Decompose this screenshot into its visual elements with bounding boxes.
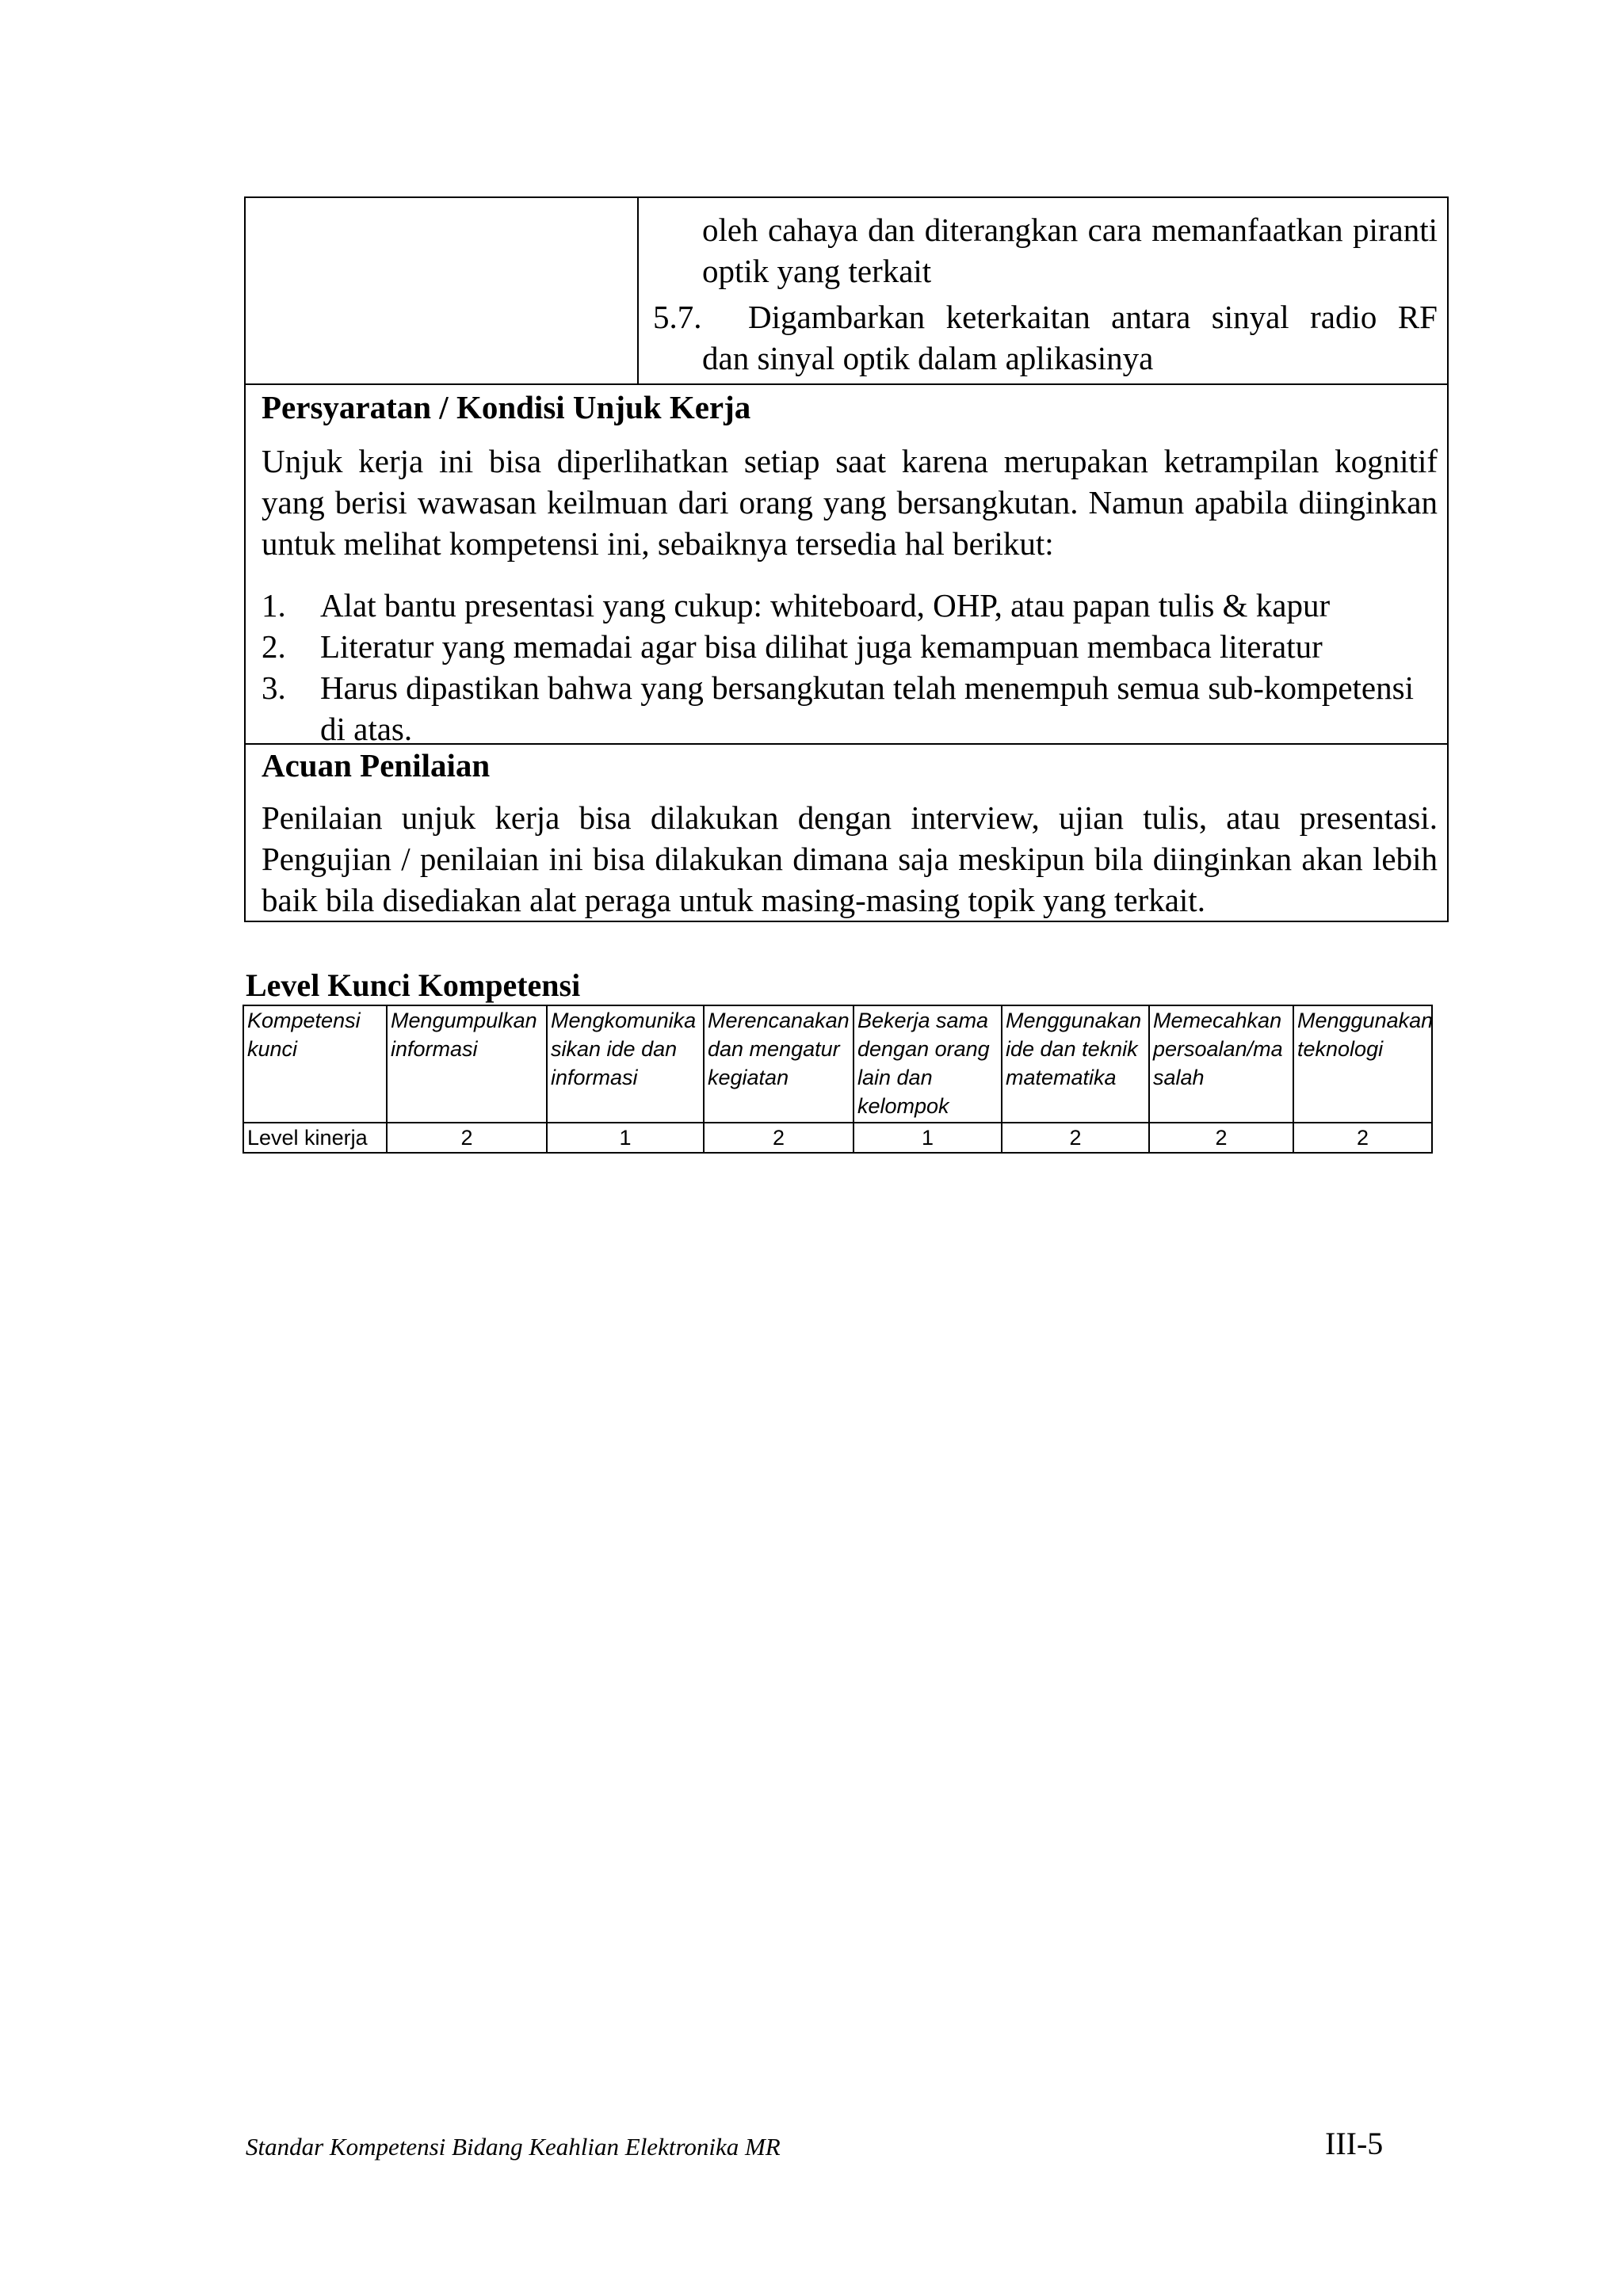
header-cell: Kompetensi kunci [243, 1005, 387, 1123]
header-cell: Menggunakan teknologi [1293, 1005, 1432, 1123]
list-item-text: Harus dipastikan bahwa yang bersangkutan telah menempuh semua sub-kompetensi [320, 669, 1414, 706]
paragraph-line: Unjuk kerja ini bisa diperlihatkan setiap saat karena merupakan ketrampilan kognitif [262, 443, 1438, 479]
list-item-number: 3. [262, 669, 286, 706]
criteria-continuation-line: oleh cahaya dan diterangkan cara memanfaatkan piranti [702, 212, 1438, 248]
list-item-text: Literatur yang memadai agar bisa dilihat juga kemampuan membaca literatur [320, 628, 1323, 665]
value-cell: 2 [1149, 1123, 1293, 1153]
paragraph-line: yang berisi wawasan keilmuan dari orang yang bersangkutan. Namun apabila diinginkan [262, 484, 1438, 521]
section-heading-persyaratan: Persyaratan / Kondisi Unjuk Kerja [262, 389, 751, 425]
section-heading-acuan: Acuan Penilaian [262, 747, 491, 784]
list-item-number: 1. [262, 587, 286, 624]
paragraph-line: Penilaian unjuk kerja bisa dilakukan dengan interview, ujian tulis, atau presentasi. [262, 799, 1438, 836]
footer-title: Standar Kompetensi Bidang Keahlian Elektronika MR [246, 2133, 781, 2161]
table-header-row [243, 1005, 1432, 1123]
value-cell: 1 [547, 1123, 704, 1153]
criteria-item-number: 5.7. [653, 299, 702, 335]
value-cell: 1 [854, 1123, 1002, 1153]
header-cell: Bekerja sama dengan orang lain dan kelompok [854, 1005, 1002, 1123]
competency-table [244, 196, 1449, 922]
header-cell: Merencanakan dan mengatur kegiatan [704, 1005, 854, 1123]
header-cell: Menggunakan ide dan teknik matematika [1002, 1005, 1149, 1123]
paragraph-line: Pengujian / penilaian ini bisa dilakukan dimana saja meskipun bila diinginkan akan lebih [262, 841, 1438, 877]
page-number: III-5 [1325, 2126, 1384, 2161]
header-cell: Mengumpulkan informasi [387, 1005, 547, 1123]
header-cell: Memecahkan persoalan/ma salah [1149, 1005, 1293, 1123]
paragraph-line: baik bila disediakan alat peraga untuk masing-masing topik yang terkait. [262, 882, 1205, 918]
header-cell: Mengkomunika sikan ide dan informasi [547, 1005, 704, 1123]
value-cell: 2 [387, 1123, 547, 1153]
paragraph-line: untuk melihat kompetensi ini, sebaiknya tersedia hal berikut: [262, 525, 1054, 562]
table-row [243, 1123, 1432, 1153]
row-label-cell: Level kinerja [243, 1123, 387, 1153]
level-kunci-table [242, 1005, 1433, 1154]
list-item-text-continuation: di atas. [320, 711, 413, 747]
list-item-number: 2. [262, 628, 286, 665]
list-item-text: Alat bantu presentasi yang cukup: whiteboard, OHP, atau papan tulis & kapur [320, 587, 1331, 624]
value-cell: 2 [1002, 1123, 1149, 1153]
criteria-continuation-line: optik yang terkait [702, 253, 932, 289]
level-kunci-heading: Level Kunci Kompetensi [246, 967, 581, 1003]
criteria-item-text: Digambarkan keterkaitan antara sinyal radio RF [748, 299, 1438, 335]
criteria-item-text: dan sinyal optik dalam aplikasinya [702, 340, 1154, 376]
value-cell: 2 [704, 1123, 854, 1153]
value-cell: 2 [1293, 1123, 1432, 1153]
empty-cell [246, 198, 639, 383]
